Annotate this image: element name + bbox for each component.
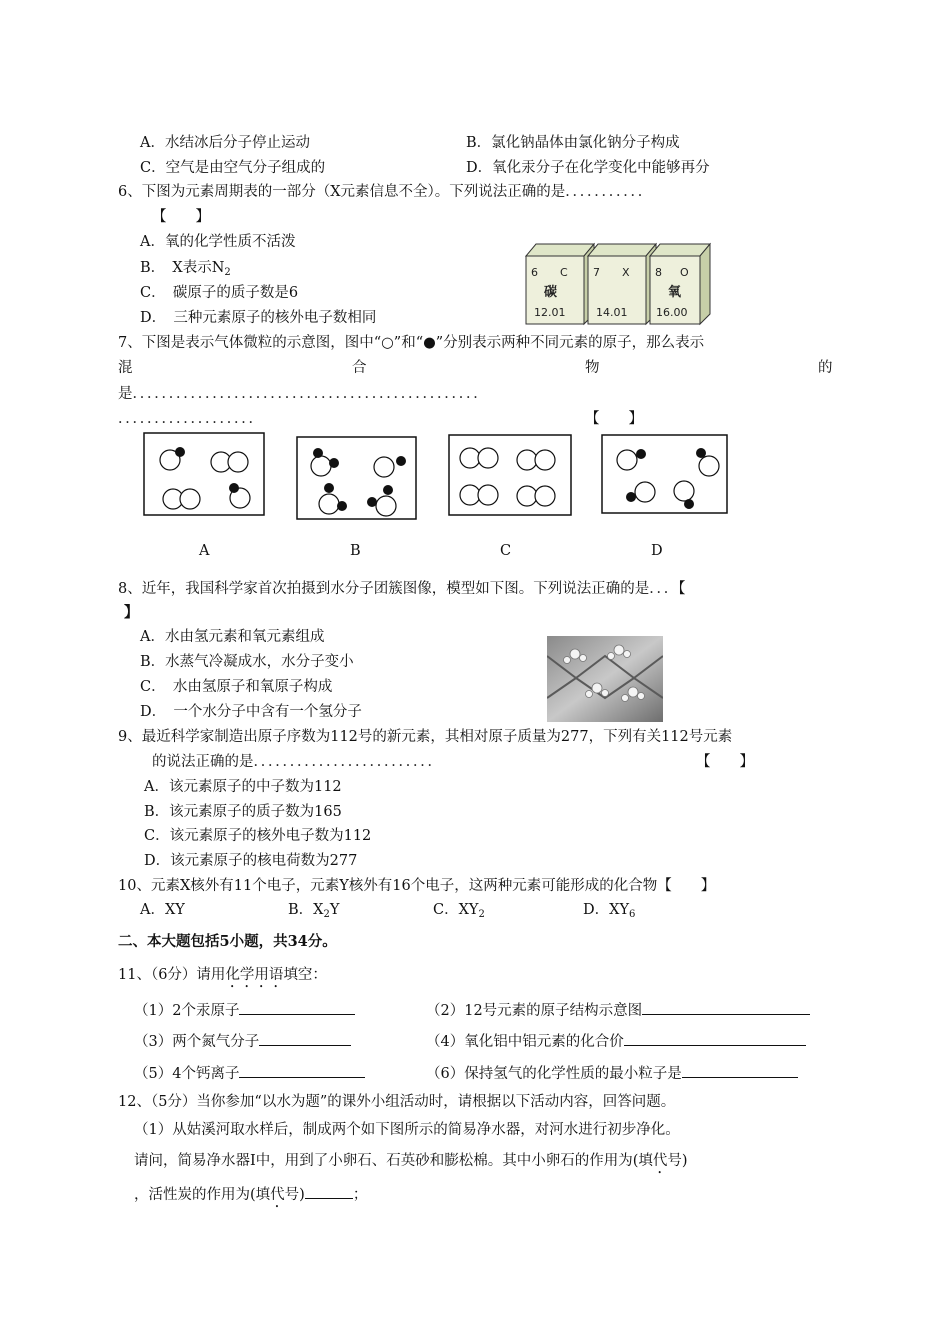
q9-option-a: A．该元素原子的中子数为112 — [144, 779, 342, 795]
q7-stem-line4: ．．．．．．．．．．．．．．．．．．． — [118, 411, 263, 427]
q11-item-5: （5）4个钙离子 — [134, 1061, 365, 1084]
answer-blank[interactable] — [239, 998, 355, 1015]
q9-option-c: C．该元素原子的核外电子数为112 — [144, 828, 372, 844]
q9-stem-line2: 的说法正确的是．．．．．．．．．．．．．．．．．．．．．．．．． — [152, 754, 442, 770]
q12-para-2: 请问，简易净水器Ⅰ中，用到了小卵石、石英砂和膨松棉。其中小卵石的作用为(填代号) — [134, 1153, 688, 1169]
q11-stem: 11、（6分）请用化学用语填空： — [118, 967, 327, 983]
section-2-title: 二、本大题包括5小题，共34分。 — [118, 933, 337, 950]
q6-bracket: 【 】 — [152, 209, 210, 225]
q6-option-d: D． 三种元素原子的核外电子数相同 — [140, 310, 377, 326]
carbon-mass: 12.01 — [534, 306, 566, 319]
particle-box-a — [143, 432, 265, 516]
answer-blank[interactable] — [259, 1029, 351, 1046]
answer-blank[interactable] — [682, 1061, 798, 1078]
q12-stem: 12、（5分）当你参加“以水为题”的课外小组活动时，请根据以下活动内容，回答问题。 — [118, 1094, 676, 1110]
q11-item-3: （3）两个氮气分子 — [134, 1029, 351, 1052]
q7-word-2: 合 — [352, 360, 367, 376]
answer-blank[interactable] — [624, 1029, 806, 1046]
q7-word-3: 物 — [585, 360, 600, 376]
q7-stem-line1: 7、下图是表示气体微粒的示意图，图中“○”和“●”分别表示两种不同元素的原子，那么表示 — [118, 335, 705, 351]
q9-option-d: D．该元素原子的核电荷数为277 — [144, 853, 358, 869]
q5-option-d: D．氧化汞分子在化学变化中能够再分 — [466, 160, 710, 176]
carbon-symbol: C — [560, 266, 568, 279]
q10-stem: 10、元素X核外有11个电子，元素Y核外有16个电子，这两种元素可能形成的化合物【 】 — [118, 878, 716, 894]
q6-option-c: C． 碳原子的质子数是6 — [140, 285, 299, 301]
water-cluster-image — [547, 636, 663, 722]
x-mass: 14.01 — [596, 306, 628, 319]
q8-stem: 8、近年，我国科学家首次拍摄到水分子团簇图像，模型如下图。下列说法正确的是．．．【 — [118, 581, 686, 597]
particle-box-b — [296, 436, 417, 520]
q8-option-d: D． 一个水分子中含有一个氢分子 — [140, 704, 362, 720]
q11-item-1: （1）2个汞原子 — [134, 998, 355, 1021]
q10-option-a: A．XY — [140, 902, 185, 918]
q5-option-c: C．空气是由空气分子组成的 — [140, 160, 326, 176]
q7-stem-line3: 是．．．．．．．．．．．．．．．．．．．．．．．．．．．．．．．．．．．．．．．．．．．．．．．． — [118, 386, 488, 402]
answer-blank[interactable] — [642, 998, 810, 1015]
q11-item-6: （6）保持氢气的化学性质的最小粒子是 — [426, 1061, 798, 1084]
particle-label-a: A — [199, 543, 210, 559]
answer-blank[interactable] — [305, 1182, 353, 1199]
q12-para-1: （1）从姑溪河取水样后，制成两个如下图所示的简易净水器，对河水进行初步净化。 — [134, 1122, 680, 1138]
q8-option-c: C． 水由氢原子和氧原子构成 — [140, 679, 333, 695]
q12-para-3: ，活性炭的作用为(填代号) ； — [134, 1182, 367, 1211]
x-symbol: X — [622, 266, 630, 279]
q7-bracket: 【 】 — [585, 411, 643, 427]
q9-option-b: B．该元素原子的质子数为165 — [144, 804, 342, 820]
q7-word-1: 混 — [118, 360, 133, 376]
q9-stem-line1: 9、最近科学家制造出原子序数为112号的新元素，其相对原子质量为277，下列有关112号元素 — [118, 729, 733, 745]
periodic-table-figure — [522, 238, 714, 328]
particle-label-b: B — [350, 543, 361, 559]
answer-blank[interactable] — [239, 1061, 365, 1078]
q10-option-d: D．$XY_6$ — [583, 902, 636, 920]
oxygen-symbol: O — [680, 266, 689, 279]
carbon-number: 6 — [531, 266, 538, 279]
particle-box-c — [448, 434, 572, 516]
x-number: 7 — [593, 266, 600, 279]
particle-box-d — [601, 434, 728, 514]
q6-option-a: A．氧的化学性质不活泼 — [140, 234, 296, 250]
oxygen-mass: 16.00 — [656, 306, 688, 319]
oxygen-number: 8 — [655, 266, 662, 279]
oxygen-name: 氧 — [668, 285, 682, 300]
q10-option-b: B．$X_2Y$ — [288, 902, 340, 920]
q11-item-2: （2）12号元素的原子结构示意图 — [426, 998, 810, 1021]
q10-option-c: C．$XY_2$ — [433, 902, 485, 920]
particle-label-c: C — [500, 543, 512, 559]
q9-bracket: 【 】 — [696, 754, 754, 770]
particle-label-d: D — [651, 543, 663, 559]
q5-option-b: B．氯化钠晶体由氯化钠分子构成 — [466, 135, 680, 151]
q5-option-a: A．水结冰后分子停止运动 — [140, 135, 310, 151]
q7-word-4: 的 — [818, 360, 833, 376]
q11-item-4: （4）氧化铝中铝元素的化合价 — [426, 1029, 806, 1052]
carbon-name: 碳 — [544, 285, 558, 300]
q8-bracket-end: 】 — [124, 604, 139, 621]
q8-option-b: B．水蒸气冷凝成水，水分子变小 — [140, 654, 354, 670]
q8-option-a: A．水由氢元素和氧元素组成 — [140, 629, 325, 645]
q6-option-b: B． X表示$N_2$ — [140, 260, 231, 278]
q6-stem: 6、下图为元素周期表的一部分（X元素信息不全）。下列说法正确的是．．．．．．．．．．． — [118, 184, 653, 200]
